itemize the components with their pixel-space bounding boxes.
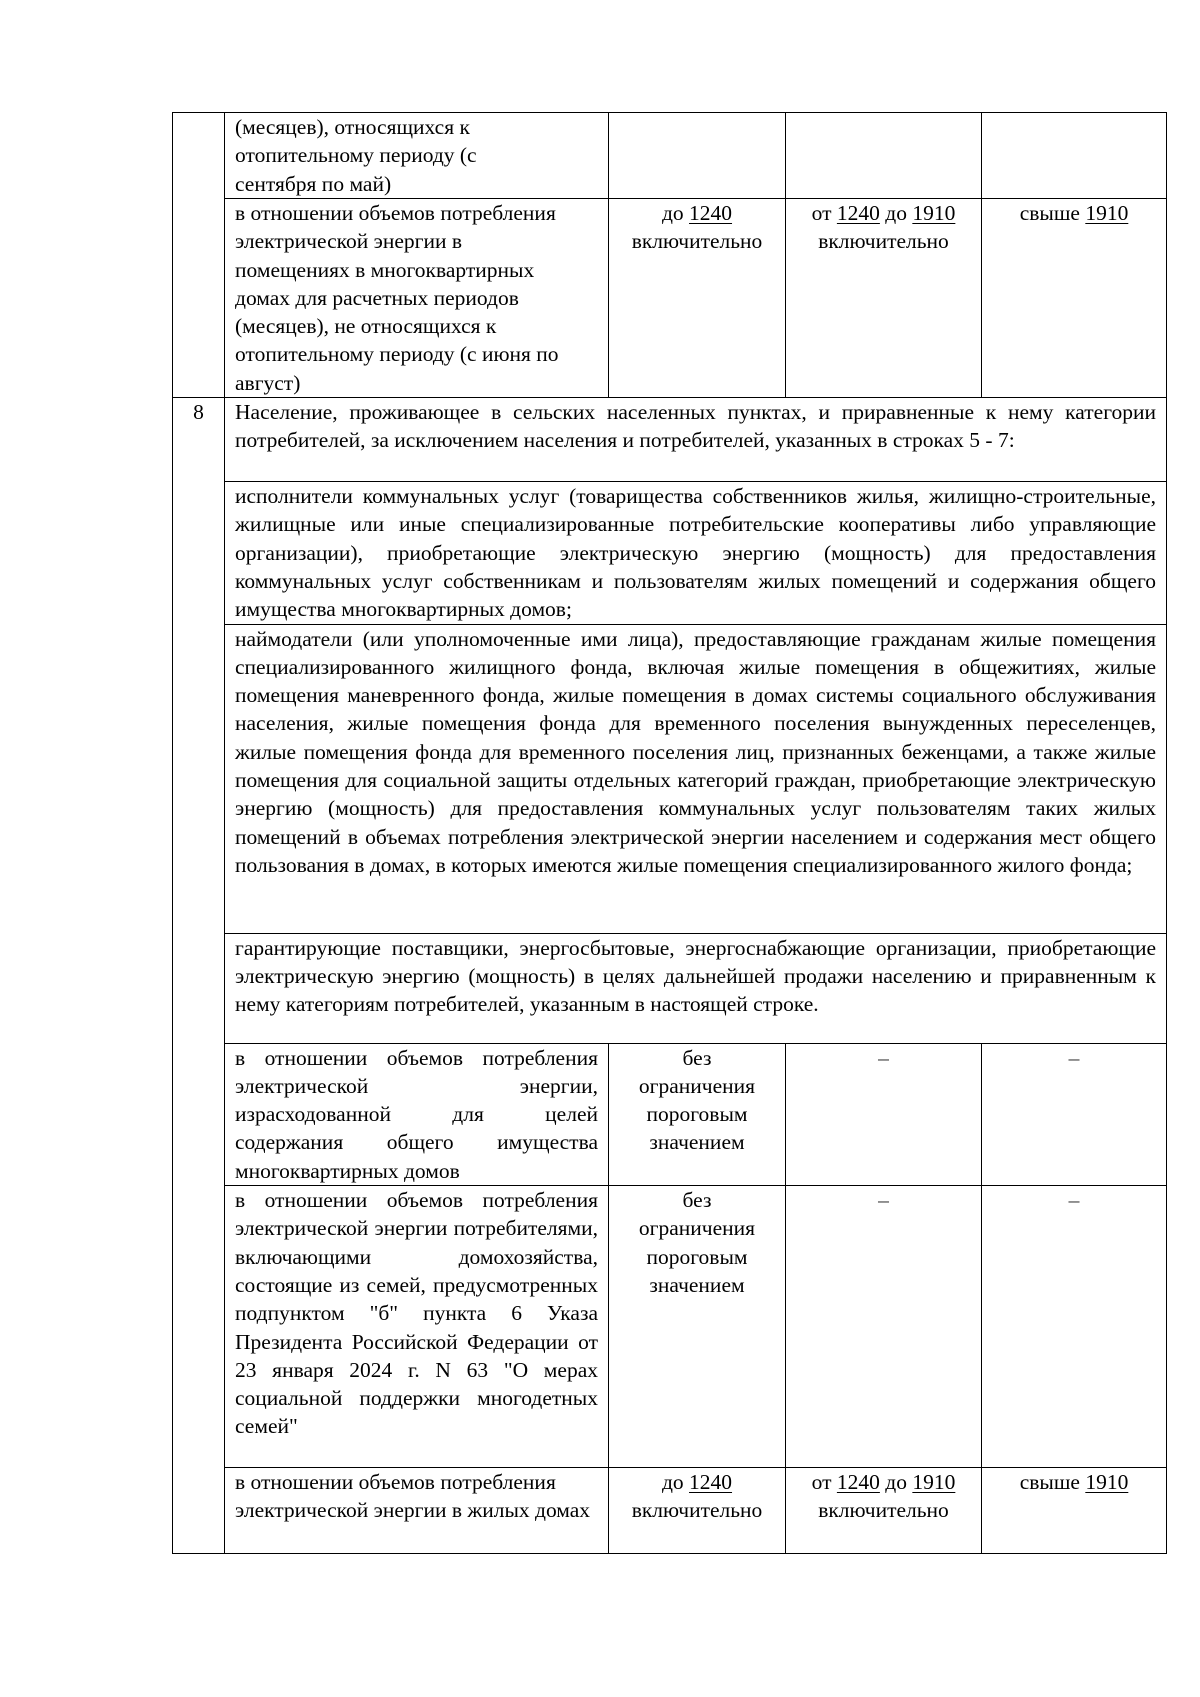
common-property-label-cell bbox=[225, 1043, 609, 1185]
row-8-paragraph-2: наймодатели (или уполномоченные ими лица), предоставляющие гражданам жилые помещения специализированного жилищного фонда, включая жилые помещения в общежитиях, жилые помещения маневренного фонда, жилые помещения в домах системы социального обслуживания населения, жилые помещения фонда для временного поселения вынужденных переселенцев, жилые помещения фонда для временного поселения лиц, признанных беженцами, а также жилые помещения для социальной защиты отдельных категорий граждан, приобретающие электрическую энергию (мощность) для предоставления коммунальных услуг пользователям таких жилых помещений в объемах потребления электрической энергии населением и содержания мест общего пользования в домах, в которых имеются жилые помещения специализированного жилого фонда; bbox=[235, 626, 1156, 877]
common-property-label: в отношении объемов потребления электрической энергии, израсходованной для целей содержания общего имущества многоквартирных домов bbox=[235, 1045, 598, 1183]
threshold-value-link[interactable]: 1240 bbox=[836, 1470, 880, 1495]
dash-text: – bbox=[878, 1045, 889, 1070]
threshold-mid-cell bbox=[786, 1468, 982, 1554]
threshold-value-link[interactable]: 1910 bbox=[912, 1470, 956, 1495]
table-row-large-families bbox=[173, 1186, 1167, 1468]
table-row-8-paragraph-1 bbox=[173, 482, 1167, 624]
heating-period-label: (месяцев), относящихся к отопительному периоду (с сентября по май) bbox=[235, 115, 477, 196]
row-8-paragraph-3: гарантирующие поставщики, энергосбытовые, энергоснабжающие организации, приобретающие электрическую энергию (мощность) в целях дальнейшей продажи населению и приравненным к нему категориям потребителей, указанным в настоящей строке. bbox=[235, 935, 1156, 1017]
empty-cell bbox=[982, 113, 1167, 199]
row-8-heading-cell bbox=[225, 398, 1167, 482]
row-8-paragraph-cell bbox=[225, 482, 1167, 624]
table-row-non-heating bbox=[173, 199, 1167, 398]
threshold-low-cell bbox=[609, 1468, 786, 1554]
dash-cell bbox=[982, 1186, 1167, 1468]
threshold-high-cell bbox=[982, 1468, 1167, 1554]
threshold-value-link[interactable]: 1240 bbox=[689, 1470, 733, 1495]
threshold-suffix: включительно bbox=[631, 1498, 763, 1523]
dash-cell bbox=[786, 1043, 982, 1185]
threshold-to: до bbox=[879, 1470, 913, 1495]
row-number-cell-empty bbox=[173, 113, 225, 398]
dash-text: – bbox=[878, 1188, 889, 1213]
table-row-8-paragraph-2 bbox=[173, 624, 1167, 933]
no-limit-text: без ограничения пороговым значением bbox=[638, 1045, 756, 1155]
threshold-prefix: свыше bbox=[1019, 1470, 1086, 1495]
table-row-8-heading bbox=[173, 398, 1167, 482]
threshold-value-link[interactable]: 1910 bbox=[912, 201, 956, 225]
no-limit-text: без ограничения пороговым значением bbox=[638, 1188, 756, 1297]
threshold-suffix: включительно bbox=[818, 1498, 949, 1523]
houses-label-cell bbox=[225, 1468, 609, 1554]
dash-text: – bbox=[1068, 1188, 1080, 1213]
heating-period-label-cell bbox=[225, 113, 609, 199]
row-number: 8 bbox=[193, 400, 204, 425]
table-row-8-paragraph-3 bbox=[173, 933, 1167, 1043]
threshold-value-link[interactable]: 1240 bbox=[689, 201, 733, 225]
no-limit-cell bbox=[609, 1043, 786, 1185]
row-8-heading: Население, проживающее в сельских населенных пунктах, и приравненные к нему категории потребителей, за исключением населения и потребителей, указанных в строках 5 - 7: bbox=[235, 400, 1156, 453]
threshold-suffix: включительно bbox=[631, 229, 763, 254]
threshold-low-cell bbox=[609, 199, 786, 398]
empty-cell bbox=[786, 113, 982, 199]
threshold-mid-cell bbox=[786, 199, 982, 398]
threshold-value-link[interactable]: 1910 bbox=[1085, 1470, 1129, 1495]
threshold-prefix: свыше bbox=[1019, 201, 1086, 225]
threshold-to: до bbox=[879, 201, 913, 225]
large-families-label-cell bbox=[225, 1186, 609, 1468]
dash-cell bbox=[982, 1043, 1167, 1185]
large-families-label: в отношении объемов потребления электрической энергии потребителями, включающими домохозяйства, состоящие из семей, предусмотренных подпунктом "б" пункта 6 Указа Президента Российской Федерации от 23 января 2024 г. N 63 "О мерах социальной поддержки многодетных семей" bbox=[235, 1188, 598, 1439]
row-8-paragraph-1: исполнители коммунальных услуг (товарищества собственников жилья, жилищно-строительные, жилищные или иные специализированные потребительские кооперативы либо управляющие организации), приобретающие электрическую энергию (мощность) для предоставления коммунальных услуг собственникам и пользователям жилых помещений и содержания общего имущества многоквартирных домов; bbox=[235, 484, 1156, 622]
non-heating-label-cell bbox=[225, 199, 609, 398]
threshold-high-cell bbox=[982, 199, 1167, 398]
dash-text: – bbox=[1068, 1045, 1080, 1070]
table-row-common-property bbox=[173, 1043, 1167, 1185]
threshold-prefix: до bbox=[661, 1470, 690, 1495]
table-row-houses bbox=[173, 1468, 1167, 1554]
empty-cell bbox=[609, 113, 786, 199]
tariff-table bbox=[172, 112, 1167, 1554]
table-row-heating-continuation bbox=[173, 113, 1167, 199]
threshold-value-link[interactable]: 1910 bbox=[1085, 201, 1129, 225]
threshold-suffix: включительно bbox=[818, 229, 949, 254]
threshold-from: от bbox=[811, 1470, 837, 1495]
threshold-from: от bbox=[811, 201, 837, 225]
houses-label: в отношении объемов потребления электрической энергии в жилых домах bbox=[235, 1470, 591, 1523]
threshold-value-link[interactable]: 1240 bbox=[836, 201, 880, 225]
threshold-prefix: до bbox=[661, 201, 690, 225]
non-heating-label: в отношении объемов потребления электрической энергии в помещениях в многоквартирных домах для расчетных периодов (месяцев), не относящихся к отопительному периоду (с июня по август) bbox=[235, 201, 559, 395]
no-limit-cell bbox=[609, 1186, 786, 1468]
row-8-paragraph-cell bbox=[225, 624, 1167, 933]
dash-cell bbox=[786, 1186, 982, 1468]
row-8-paragraph-cell bbox=[225, 933, 1167, 1043]
row-number-cell bbox=[173, 398, 225, 1554]
